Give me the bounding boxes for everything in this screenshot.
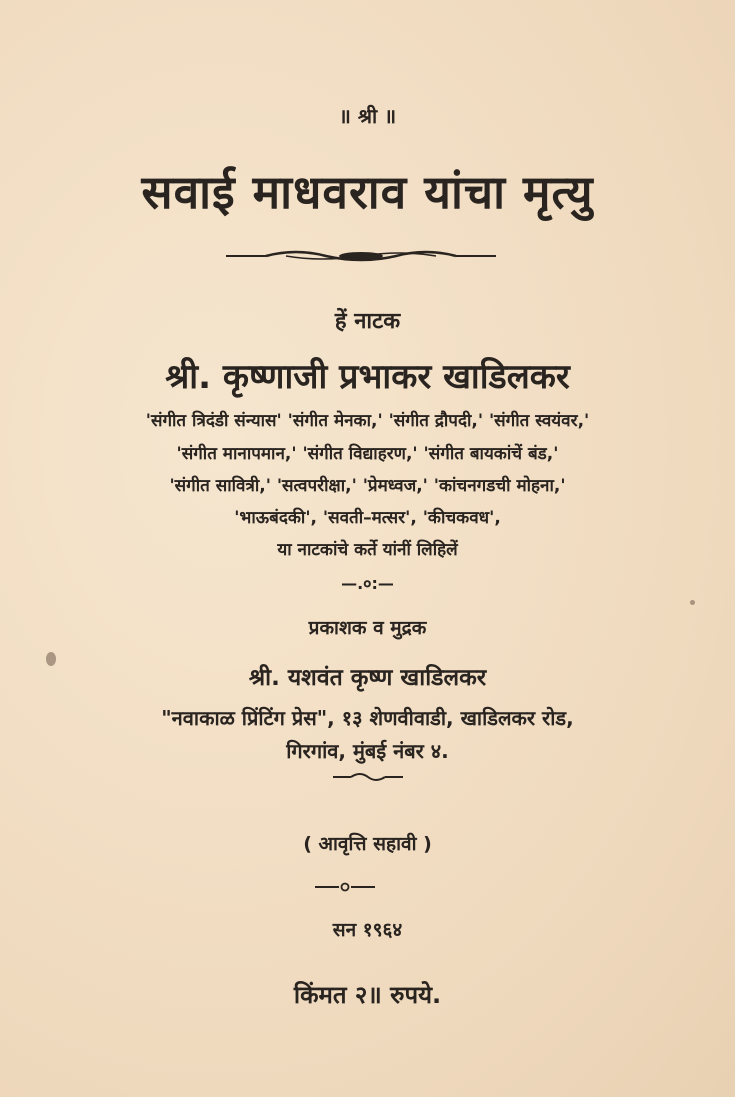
publisher-role: प्रकाशक व मुद्रक: [308, 617, 427, 639]
works-line: 'संगीत त्रिदंडी संन्यास' 'संगीत मेनका,' 'संगीत द्रौपदी,' 'संगीत स्वयंवर,': [145, 411, 590, 431]
written-by: या नाटकांचे कर्ते यांनीं लिहिलें: [277, 540, 458, 560]
dot-ornament: [315, 880, 375, 894]
publisher-address-line2: गिरगांव, मुंबई नंबर ४.: [286, 739, 449, 763]
paper-speck: [46, 652, 56, 666]
publisher-address-line1: "नवाकाळ प्रिंटिंग प्रेस", १३ शेणवीवाडी, खाडिलकर रोड,: [161, 706, 574, 730]
works-line: 'संगीत मानापमान,' 'संगीत विद्याहरण,' 'संगीत बायकांचें बंड,': [176, 444, 559, 464]
publication-year: सन १९६४: [332, 919, 403, 941]
small-ornament: [333, 770, 403, 784]
publisher-name: श्री. यशवंत कृष्ण खाडिलकर: [248, 665, 487, 691]
edition: ( आवृत्ति सहावी ): [303, 833, 432, 855]
price: किंमत २॥ रुपये.: [293, 981, 442, 1009]
paper-speck: [690, 600, 695, 605]
invocation: ॥ श्री ॥: [338, 104, 397, 128]
separator: —.०:—: [341, 574, 394, 593]
decorative-rule-ornament: [226, 246, 496, 266]
intro-text: हें नाटक: [334, 309, 401, 334]
book-title: सवाई माधवराव यांचा मृत्यु: [141, 165, 594, 219]
author-name: श्री. कृष्णाजी प्रभाकर खाडिलकर: [165, 357, 570, 397]
works-line: 'भाऊबंदकी', 'सवती–मत्सर', 'कीचकवध',: [234, 508, 501, 528]
works-line: 'संगीत सावित्री,' 'सत्वपरीक्षा,' 'प्रेमध्वज,' 'कांचनगडची मोहना,': [169, 476, 566, 496]
